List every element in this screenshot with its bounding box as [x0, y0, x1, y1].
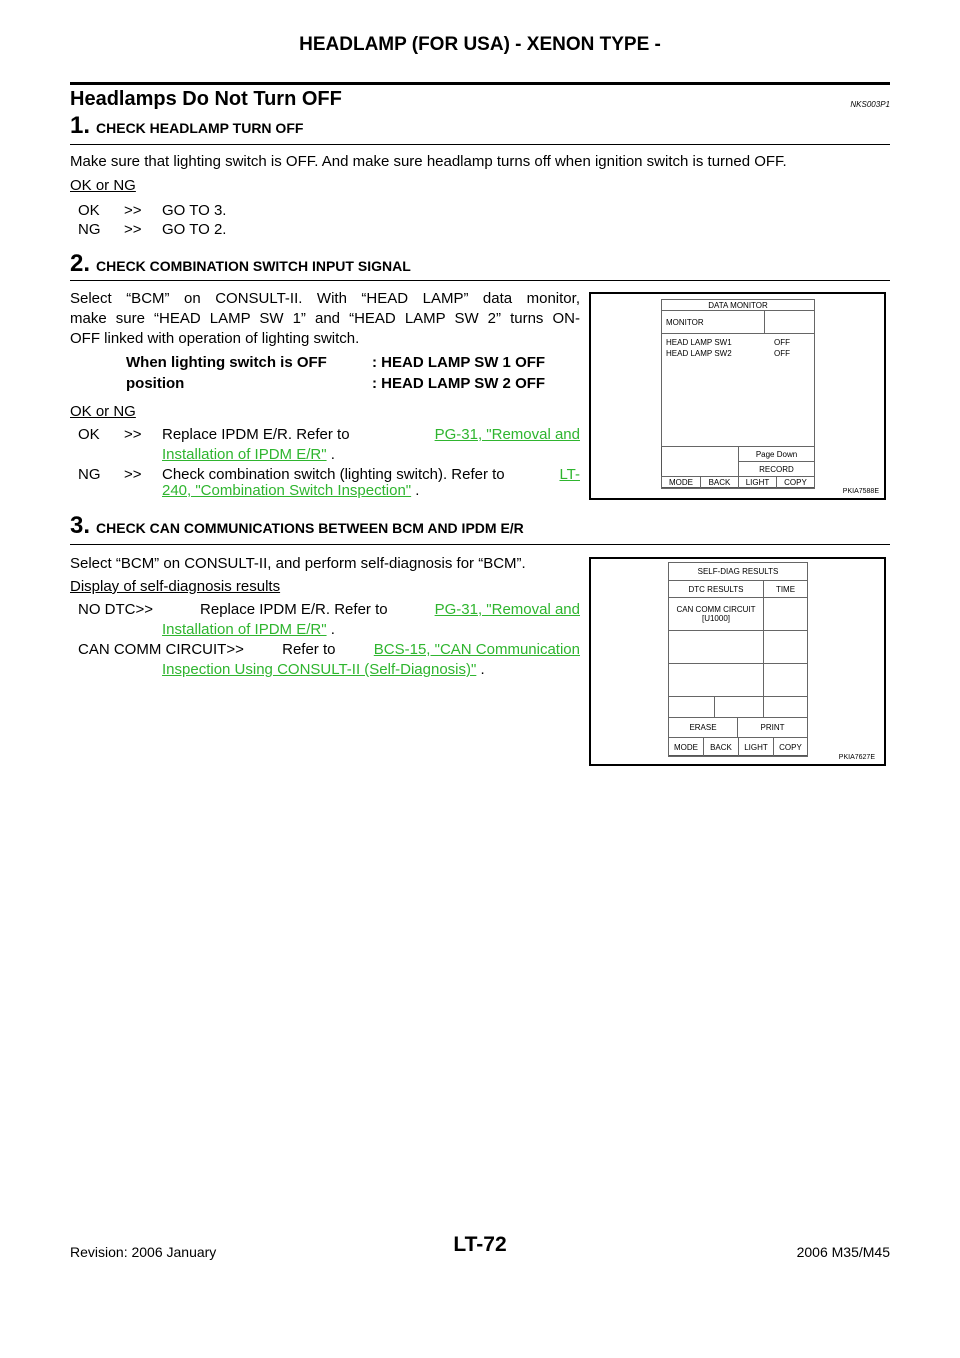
dtc-item-code: [U1000] [701, 614, 731, 623]
step-2-ok-text: Replace IPDM E/R. Refer to [162, 426, 350, 443]
dtc-item [668, 597, 764, 631]
step-3-title: CHECK CAN COMMUNICATIONS BETWEEN BCM AND IPDM E/R [96, 520, 524, 536]
step-3-heading [70, 512, 524, 540]
step-1-number: 1. [70, 112, 91, 139]
time-header: TIME [763, 580, 808, 598]
copy-button-2[interactable]: COPY [773, 737, 808, 757]
step-2-ng-link[interactable]: LT- [559, 466, 580, 483]
dtc-empty-time-2 [763, 663, 808, 697]
step-2-ng-arrow: >> [124, 466, 142, 483]
step-1-ok-text: GO TO 3. [162, 202, 227, 219]
step-3-text: Select “BCM” on CONSULT-II, and perform self-diagnosis for “BCM”. [70, 555, 526, 572]
blank-cell-3 [763, 696, 808, 718]
step-2-ng-link-cont[interactable]: 240, "Combination Switch Inspection" [162, 482, 412, 499]
result-2-text: Refer to [282, 641, 336, 658]
result-1-link[interactable]: PG-31, "Removal and [434, 601, 580, 618]
step-1-text: Make sure that lighting switch is OFF. And make sure headlamp turns off when ignition switch is turned OFF. [70, 153, 787, 170]
monitor-label: MONITOR [661, 310, 765, 334]
result-2-link[interactable]: BCS-15, "CAN Communication [373, 641, 580, 658]
row-1-label: HEAD LAMP SW1 [666, 338, 732, 347]
result-line-2: : HEAD LAMP SW 2 OFF [372, 375, 546, 392]
footer-page-number: LT-72 [453, 1233, 507, 1256]
figure-2-code: PKIA7627E [838, 754, 875, 761]
result-2-link-cont[interactable]: Inspection Using CONSULT-II (Self-Diagnosis)" [162, 661, 477, 678]
page-header: HEADLAMP (FOR USA) - XENON TYPE - [299, 34, 661, 55]
step-2-ng-text: Check combination switch (lighting switch). Refer to [162, 466, 505, 483]
step-2-ok-line [162, 425, 580, 445]
page-down-button[interactable]: Page Down [738, 446, 815, 462]
data-monitor-screen [661, 299, 815, 488]
dtc-item-name: CAN COMM CIRCUIT [676, 605, 756, 614]
step-2-ok-line-2 [162, 445, 335, 465]
step-2-line-2: make sure “HEAD LAMP SW 1” and “HEAD LAMP SW 2” turns ON- [70, 310, 580, 327]
step-2-line-1: Select “BCM” on CONSULT-II. With “HEAD LAMP” data monitor, [70, 290, 580, 307]
dtc-item-time [763, 597, 808, 631]
step-3-display: Display of self-diagnosis results [70, 578, 281, 595]
step-2-title: CHECK COMBINATION SWITCH INPUT SIGNAL [96, 258, 411, 274]
dtc-empty-row-2 [668, 663, 764, 697]
blank-cell-1 [668, 696, 715, 718]
header-rule [70, 82, 890, 85]
step-2-ok-arrow: >> [124, 426, 142, 443]
step-1-title: CHECK HEADLAMP TURN OFF [96, 120, 304, 136]
result-2-key: CAN COMM CIRCUIT>> [78, 641, 244, 658]
section-code: NKS003P1 [850, 100, 890, 109]
result-1-tail: . [330, 621, 335, 638]
step-1-heading [70, 112, 303, 140]
result-1-text: Replace IPDM E/R. Refer to [200, 601, 388, 618]
dtc-results-header: DTC RESULTS [668, 580, 764, 598]
step-1-rule [70, 144, 890, 145]
back-button[interactable]: BACK [700, 476, 739, 489]
step-2-ok-link-cont[interactable]: Installation of IPDM E/R" [162, 446, 327, 463]
result-line-1: : HEAD LAMP SW 1 OFF [372, 354, 546, 371]
light-button[interactable]: LIGHT [738, 476, 777, 489]
step-2-okng: OK or NG [70, 403, 136, 420]
data-monitor-title: DATA MONITOR [661, 299, 815, 311]
step-2-ok-link[interactable]: PG-31, "Removal and [434, 426, 580, 443]
step-2-ng-key: NG [78, 466, 101, 483]
result-2-tail: . [480, 661, 485, 678]
print-button[interactable]: PRINT [737, 717, 808, 738]
step-1-ng-arrow: >> [124, 221, 142, 238]
step-1-okng: OK or NG [70, 177, 136, 194]
step-3-result-2 [78, 640, 580, 660]
monitor-blank [764, 310, 815, 334]
blank-cell-2 [714, 696, 764, 718]
row-1-value: OFF [774, 338, 790, 347]
self-diag-screen [668, 562, 808, 756]
footer-revision: Revision: 2006 January [70, 1244, 217, 1260]
step-2-ng-line-2 [162, 481, 419, 501]
condition-line-2: position [126, 375, 185, 392]
step-2-heading [70, 250, 411, 278]
step-1-ok-arrow: >> [124, 202, 142, 219]
step-3-rule [70, 544, 890, 545]
step-3-result-1 [78, 600, 580, 620]
step-2-ok-key: OK [78, 426, 100, 443]
dtc-empty-row-1 [668, 630, 764, 664]
section-title: Headlamps Do Not Turn OFF [70, 88, 342, 110]
figure-1-code: PKIA7588E [842, 488, 879, 495]
step-2-line-3: OFF linked with operation of lighting switch. [70, 330, 360, 347]
mode-button[interactable]: MODE [661, 476, 701, 489]
mode-button-2[interactable]: MODE [668, 737, 704, 757]
copy-button[interactable]: COPY [776, 476, 815, 489]
data-monitor-figure [589, 292, 886, 500]
dtc-empty-time-1 [763, 630, 808, 664]
step-2-ng-tail: . [415, 482, 420, 499]
step-2-number: 2. [70, 250, 91, 277]
result-1-key: NO DTC>> [78, 601, 154, 618]
result-1-link-cont[interactable]: Installation of IPDM E/R" [162, 621, 327, 638]
step-2-ok-tail: . [330, 446, 335, 463]
step-2-rule [70, 280, 890, 281]
self-diag-title: SELF-DIAG RESULTS [668, 562, 808, 581]
back-button-2[interactable]: BACK [703, 737, 739, 757]
record-button[interactable]: RECORD [738, 461, 815, 477]
step-1-ng-text: GO TO 2. [162, 221, 227, 238]
monitor-values [661, 333, 815, 447]
erase-button[interactable]: ERASE [668, 717, 738, 738]
condition-line-1: When lighting switch is OFF [126, 354, 327, 371]
step-1-ok-key: OK [78, 202, 100, 219]
row-2-value: OFF [774, 349, 790, 358]
row-2-label: HEAD LAMP SW2 [666, 349, 732, 358]
light-button-2[interactable]: LIGHT [738, 737, 774, 757]
footer-model: 2006 M35/M45 [796, 1244, 890, 1260]
step-1-ng-key: NG [78, 221, 101, 238]
step-3-number: 3. [70, 512, 91, 539]
step-3-result-2-cont [162, 660, 485, 680]
self-diag-figure [589, 557, 886, 766]
step-3-result-1-cont [162, 620, 335, 640]
